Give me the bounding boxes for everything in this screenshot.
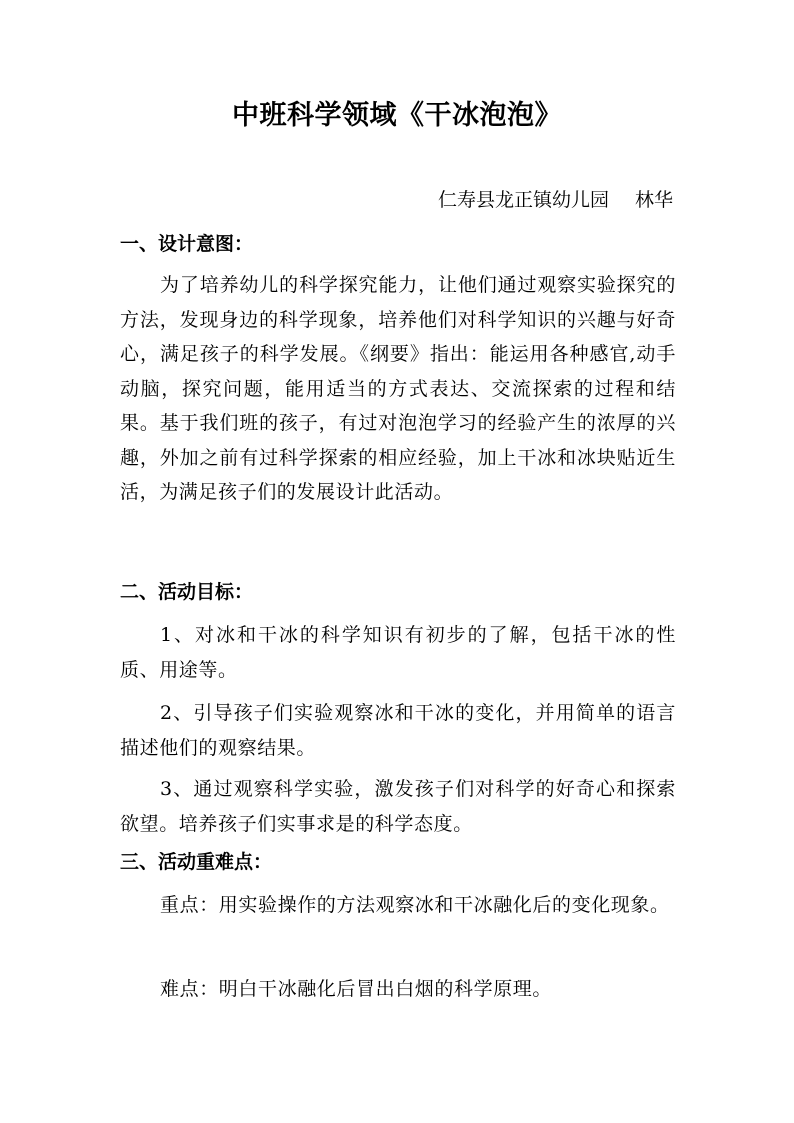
paragraph-difficult-point: 难点：明白干冰融化后冒出白烟的科学原理。	[160, 978, 553, 1000]
paragraph-objective-1: 1、对冰和干冰的科学知识有初步的了解，包括干冰的性质、用途等。	[120, 624, 676, 681]
paragraph-key-point: 重点：用实验操作的方法观察冰和干冰融化后的变化现象。	[160, 894, 670, 916]
author-school: 仁寿县龙正镇幼儿园	[437, 189, 609, 211]
section-heading-key-points: 三、活动重难点：	[120, 851, 273, 873]
document-title: 中班科学领域《干冰泡泡》	[232, 100, 562, 131]
section-heading-objectives: 二、活动目标：	[120, 581, 254, 603]
author-line	[438, 184, 673, 216]
paragraph-objective-3: 3、通过观察科学实验，激发孩子们对科学的好奇心和探索欲望。培养孩子们实事求是的科学态度。	[120, 778, 676, 835]
author-name: 林华	[634, 189, 673, 211]
paragraph-design-intent: 为了培养幼儿的科学探究能力，让他们通过观察实验探究的方法，发现身边的科学现象，培养他们对科学知识的兴趣与好奇心，满足孩子的科学发展。《纲要》指出：能运用各种感官,动手动脑，探究问题，能用适当的方式表达、交流探索的过程和结果。基于我们班的孩子，有过对泡泡学习的经验产生的浓厚的兴趣，外加之前有过科学探索的相应经验，加上干冰和冰块贴近生活，为满足孩子们的发展设计此活动。	[120, 274, 676, 503]
paragraph-objective-2: 2、引导孩子们实验观察冰和干冰的变化，并用简单的语言描述他们的观察结果。	[120, 702, 676, 759]
section-heading-design-intent: 一、设计意图：	[120, 233, 254, 255]
